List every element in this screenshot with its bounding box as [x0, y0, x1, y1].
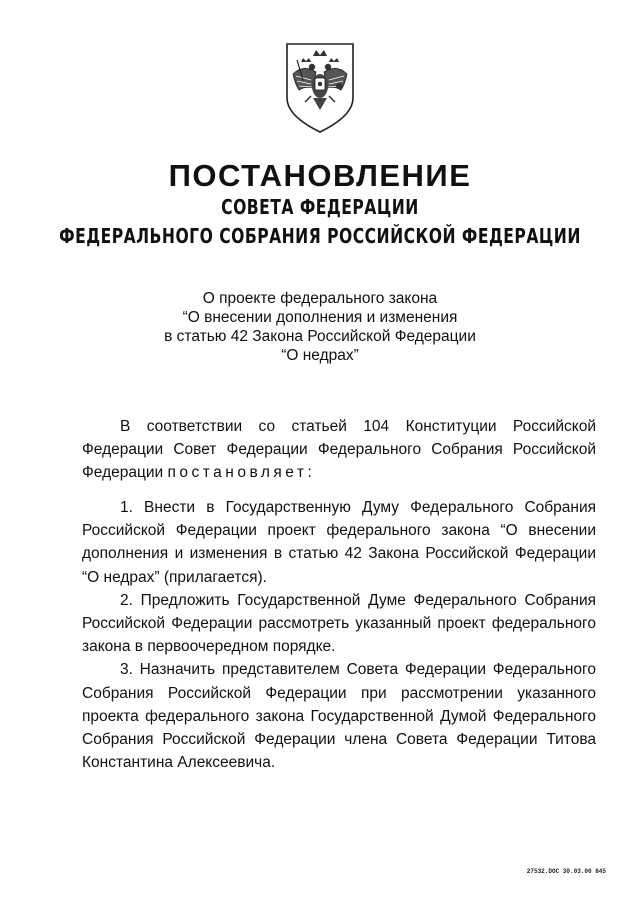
document-subject — [0, 289, 640, 365]
resolution-items — [82, 496, 596, 774]
subject-line: “О недрах” — [281, 347, 359, 364]
resolution-item-3: 3. Назначить представителем Совета Федерации Федерального Собрания Российской Федерации при рассмотрении указанного проекта федерального закона Государственной Думой Федерального Собрания Российской Федерации члена Совета Федерации Титова Константина Алексеевича. — [82, 661, 596, 772]
subject-line: “О внесении дополнения и изменения — [182, 309, 458, 326]
resolution-item-2: 2. Предложить Государственной Думе Федерального Собрания Российской Федерации рассмотреть указанный проект федерального закона в первоочередном порядке. — [82, 591, 596, 656]
issuer-line-1: СОВЕТА ФЕДЕРАЦИИ — [221, 195, 419, 219]
issuer-line-2: ФЕДЕРАЛЬНОГО СОБРАНИЯ РОССИЙСКОЙ ФЕДЕРАЦИИ — [59, 224, 581, 248]
resolution-item-1: 1. Внести в Государственную Думу Федерального Собрания Российской Федерации проект федерального закона “О внесении дополнения и изменения в статью 42 Закона Российской Федерации “О недрах” (прилагается). — [82, 499, 596, 586]
subject-line: О проекте федерального закона — [202, 290, 438, 307]
subject-line: в статью 42 Закона Российской Федерации — [164, 328, 476, 345]
intro-paragraph — [82, 415, 596, 485]
intro-verb: постановляет: — [167, 464, 316, 482]
file-code: 27532.DOC 30.03.00 845 — [526, 868, 606, 875]
intro-body: В соответствии со статьей 104 Конституции Российской Федерации Совет Федерации Федерального Собрания Российской Федерации — [82, 418, 596, 482]
document-title: ПОСТАНОВЛЕНИЕ — [168, 158, 472, 193]
intro-text — [82, 415, 596, 485]
coat-of-arms-icon — [283, 40, 357, 136]
